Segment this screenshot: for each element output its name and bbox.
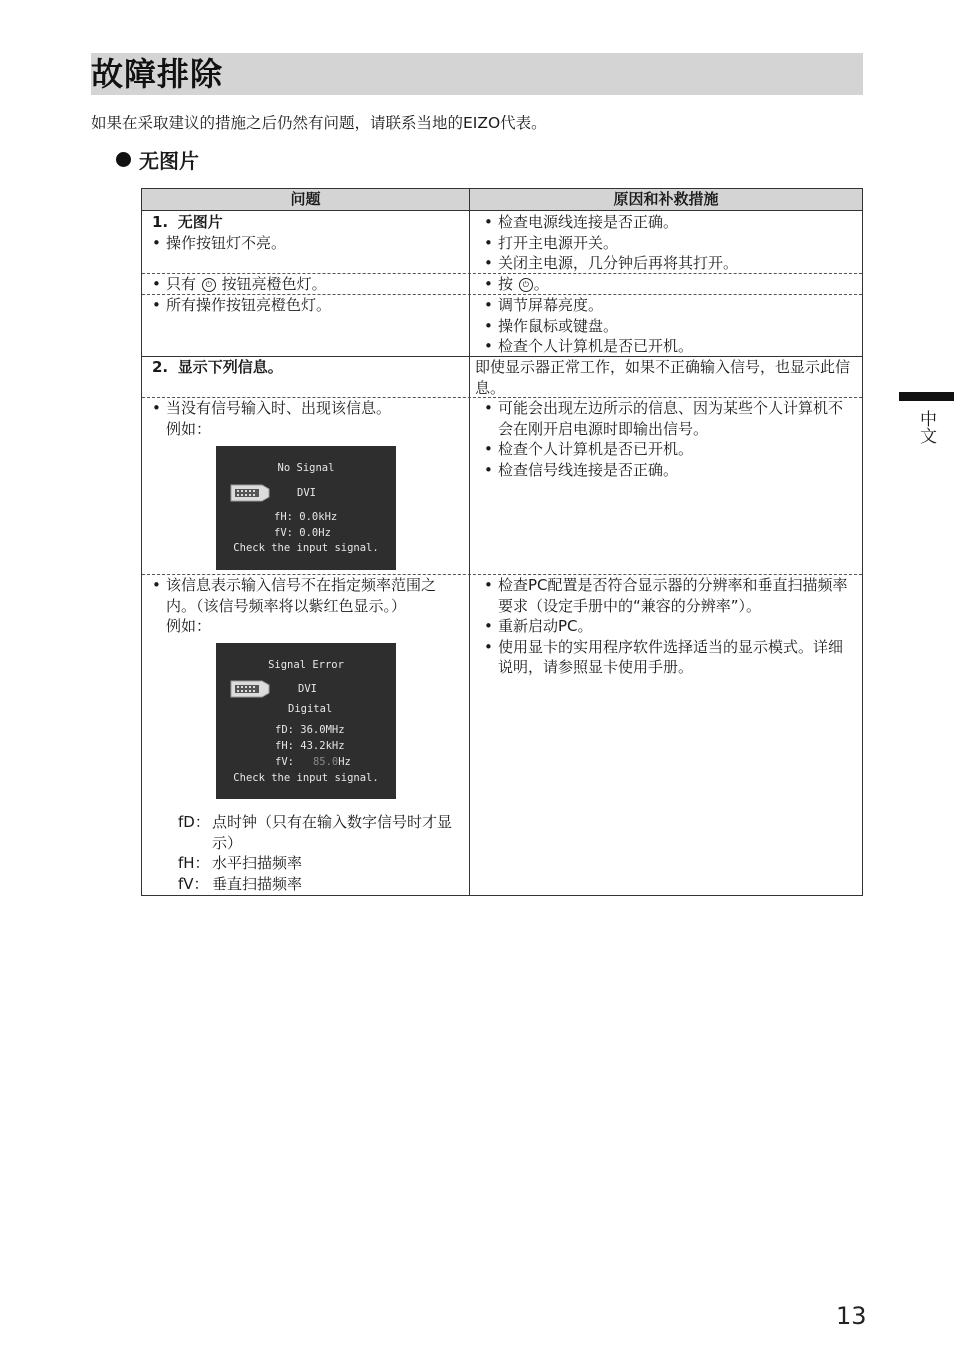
row2-causes-a: • 可能会出现左边所示的信息、因为某些个人计算机不会在刚开启电源时即输出信号。 • 检查个人计算机是否已开机。 • 检查信号线连接是否正确。 — [484, 398, 856, 480]
row1-cause-c1: 调节屏幕亮度。 — [498, 296, 604, 314]
row1-title: 无图片 — [177, 213, 223, 231]
row1-cause-c3: 检查个人计算机是否已开机。 — [498, 337, 694, 356]
header-problem: 问题 — [142, 189, 469, 211]
page-number: 13 — [836, 1302, 867, 1330]
row1-cause-c2: 操作鼠标或键盘。 — [498, 316, 619, 335]
osd1-fh: fH: 0.0kHz — [274, 511, 338, 523]
power-icon: ⏻ — [519, 278, 533, 292]
row2-problem-a: • 当没有信号输入时、出现该信息。 例如： — [152, 398, 462, 439]
header-cause: 原因和补救措施 — [470, 189, 862, 211]
osd1-title: No Signal — [277, 462, 335, 474]
osd2-fv-unit: Hz — [338, 756, 351, 768]
intro-text: 如果在采取建议的措施之后仍然有问题，请联系当地的EIZO代表。 — [91, 114, 547, 132]
dvi-connector-icon — [230, 484, 270, 502]
row1-cause-a2: 打开主电源开关。 — [498, 233, 619, 252]
osd2-fv-value: 85.0 — [312, 756, 339, 768]
row1-problem-a-text: 操作按钮灯不亮。 — [166, 233, 287, 252]
section-heading-label: 无图片 — [139, 149, 199, 173]
osd2-fh: fH: 43.2kHz — [275, 740, 345, 752]
dvi-connector-icon — [230, 680, 270, 698]
row2-cause-a2: 检查个人计算机是否已开机。 — [498, 440, 694, 459]
osd2-mode: Digital — [288, 703, 333, 715]
page-title: 故障排除 — [91, 55, 224, 93]
row1-problem-b-suffix: 按钮亮橙色灯。 — [221, 275, 327, 293]
row1-causes-c: • 调节屏幕亮度。 • 操作鼠标或键盘。 • 检查个人计算机是否已开机。 — [484, 295, 856, 357]
row2-number: 2. — [152, 358, 169, 376]
row1-cause-a3: 关闭主电源，几分钟后再将其打开。 — [498, 254, 739, 273]
row1-number: 1. — [152, 213, 169, 231]
osd2-footer: Check the input signal. — [233, 772, 379, 784]
row2-example-label-b: 例如： — [166, 617, 212, 636]
legend-fh-text: 水平扫描频率 — [212, 854, 303, 873]
row2-cause-b1: 检查PC配置是否符合显示器的分辨率和垂直扫描频率要求（设定手册中的“兼容的分辨率”）。 — [498, 576, 848, 615]
legend-fh-key: fH： — [178, 854, 210, 873]
row1-causes-a: • 检查电源线连接是否正确。 • 打开主电源开关。 • 关闭主电源，几分钟后再将其打开。 — [484, 212, 856, 274]
osd-signal-error — [216, 643, 396, 799]
row2-cause-a3: 检查信号线连接是否正确。 — [498, 460, 679, 479]
osd2-fd: fD: 36.0MHz — [275, 724, 345, 736]
row2-note: 即使显示器正常工作，如果不正确输入信号，也显示此信息。 — [475, 358, 851, 397]
row1-problem-b-prefix: 只有 — [166, 275, 197, 293]
osd2-title: Signal Error — [268, 659, 344, 671]
row2-problem-b: • 该信息表示输入信号不在指定频率范围之内。（该信号频率将以紫红色显示。） 例如： — [152, 575, 462, 637]
row2-cause-b2: 重新启动PC。 — [498, 617, 593, 636]
row1-cause-a1: 检查电源线连接是否正确。 — [498, 213, 679, 231]
row2-problem-b-text: 该信息表示输入信号不在指定频率范围之内。（该信号频率将以紫红色显示。） — [166, 576, 437, 615]
section-heading — [116, 145, 199, 174]
osd2-input: DVI — [298, 683, 317, 695]
legend-fv-key: fV： — [178, 874, 209, 893]
language-tab-marker — [899, 392, 954, 401]
row2-example-label-a: 例如： — [166, 419, 212, 438]
legend-fd-text: 点时钟（只有在输入数字信号时才显示） — [212, 813, 453, 852]
row2-problem-a-text: 当没有信号输入时、出现该信息。 — [166, 399, 392, 417]
row2-title: 显示下列信息。 — [177, 358, 283, 376]
row1-problem-c: • 所有操作按钮亮橙色灯。 — [152, 295, 462, 316]
row1-cause-b-prefix: 按 — [498, 275, 514, 293]
osd1-fv: fV: 0.0Hz — [274, 527, 331, 539]
row2-heading — [152, 357, 462, 378]
frequency-legend — [178, 812, 466, 894]
row1-cause-b-suffix: 。 — [533, 275, 549, 293]
osd2-fv-label: fV: — [275, 756, 313, 768]
osd1-footer: Check the input signal. — [233, 542, 379, 554]
bullet-dot-icon — [116, 152, 131, 167]
row2-causes-b: • 检查PC配置是否符合显示器的分辨率和垂直扫描频率要求（设定手册中的“兼容的分辨率”）。 • 重新启动PC。 • 使用显卡的实用程序软件选择适当的显示模式。详细说明，请参照显卡使用手册。 — [484, 575, 856, 678]
row1-problem-a: 1. 无图片 • 操作按钮灯不亮。 — [152, 212, 462, 253]
language-tab-label: 中文 — [916, 410, 936, 444]
row2-cause-b3: 使用显卡的实用程序软件选择适当的显示模式。详细说明，请参照显卡使用手册。 — [498, 637, 844, 677]
legend-fv-text: 垂直扫描频率 — [212, 874, 303, 893]
osd2-fv — [275, 756, 351, 768]
row1-causes-b: • 按 ⏻ 。 — [484, 275, 549, 293]
osd-no-signal — [216, 446, 396, 570]
legend-fd-key: fD： — [178, 813, 210, 831]
power-icon: ⏻ — [202, 278, 216, 292]
row1-problem-c-text: 所有操作按钮亮橙色灯。 — [166, 296, 332, 314]
osd1-input: DVI — [297, 487, 316, 499]
troubleshooting-table — [141, 188, 863, 896]
row2-cause-a1: 可能会出现左边所示的信息、因为某些个人计算机不会在刚开启电源时即输出信号。 — [498, 399, 844, 438]
row1-problem-b: • 只有 ⏻ 按钮亮橙色灯。 — [152, 275, 327, 293]
